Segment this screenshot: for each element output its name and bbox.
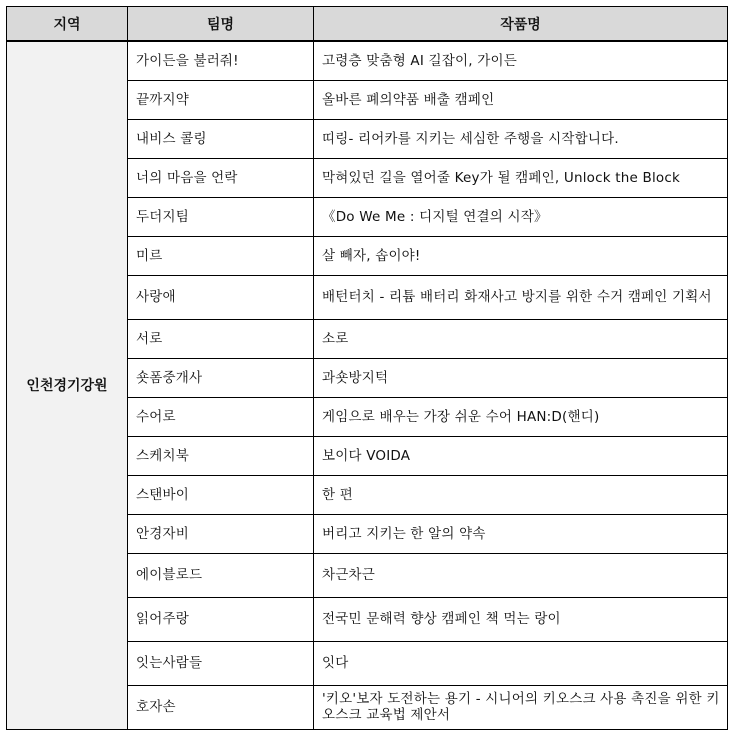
team-cell: 내비스 콜링 xyxy=(128,119,314,158)
team-cell: 미르 xyxy=(128,236,314,275)
work-cell: 올바른 폐의약품 배출 캠페인 xyxy=(314,80,728,119)
team-table xyxy=(6,6,728,730)
team-cell: 서로 xyxy=(128,319,314,358)
work-cell: 살 빼자, 솝이야! xyxy=(314,236,728,275)
team-cell: 숏폼중개사 xyxy=(128,358,314,397)
work-cell: 잇다 xyxy=(314,641,728,685)
team-cell: 호자손 xyxy=(128,685,314,729)
table-row xyxy=(7,41,728,80)
team-cell: 잇는사람들 xyxy=(128,641,314,685)
header-work: 작품명 xyxy=(314,7,728,42)
work-cell: '키오'보자 도전하는 용기 - 시니어의 키오스크 사용 촉진을 위한 키오스크 교육법 제안서 xyxy=(314,685,728,729)
team-cell: 스탠바이 xyxy=(128,475,314,514)
work-cell: 띠링- 리어카를 지키는 세심한 주행을 시작합니다. xyxy=(314,119,728,158)
team-cell: 너의 마음을 언락 xyxy=(128,158,314,197)
team-cell: 가이든을 불러줘! xyxy=(128,41,314,80)
work-cell: 한 편 xyxy=(314,475,728,514)
work-cell: 고령층 맞춤형 AI 길잡이, 가이든 xyxy=(314,41,728,80)
team-cell: 끝까지약 xyxy=(128,80,314,119)
work-cell: 차근차근 xyxy=(314,553,728,597)
work-cell: 버리고 지키는 한 알의 약속 xyxy=(314,514,728,553)
work-cell: 전국민 문해력 향상 캠페인 책 먹는 랑이 xyxy=(314,597,728,641)
team-cell: 스케치북 xyxy=(128,436,314,475)
region-cell: 인천경기강원 xyxy=(7,41,128,729)
team-cell: 사랑애 xyxy=(128,275,314,319)
work-cell: 《Do We Me : 디지털 연결의 시작》 xyxy=(314,197,728,236)
header-team: 팀명 xyxy=(128,7,314,42)
work-cell: 보이다 VOIDA xyxy=(314,436,728,475)
work-cell: 과숏방지턱 xyxy=(314,358,728,397)
work-cell: 배턴터치 - 리튬 배터리 화재사고 방지를 위한 수거 캠페인 기획서 xyxy=(314,275,728,319)
team-cell: 에이블로드 xyxy=(128,553,314,597)
team-cell: 안경자비 xyxy=(128,514,314,553)
team-cell: 수어로 xyxy=(128,397,314,436)
work-cell: 게임으로 배우는 가장 쉬운 수어 HAN:D(핸디) xyxy=(314,397,728,436)
team-cell: 두더지팀 xyxy=(128,197,314,236)
work-cell: 막혀있던 길을 열어줄 Key가 될 캠페인, Unlock the Block xyxy=(314,158,728,197)
header-region: 지역 xyxy=(7,7,128,42)
work-cell: 소로 xyxy=(314,319,728,358)
header-row xyxy=(7,7,728,42)
team-cell: 읽어주랑 xyxy=(128,597,314,641)
